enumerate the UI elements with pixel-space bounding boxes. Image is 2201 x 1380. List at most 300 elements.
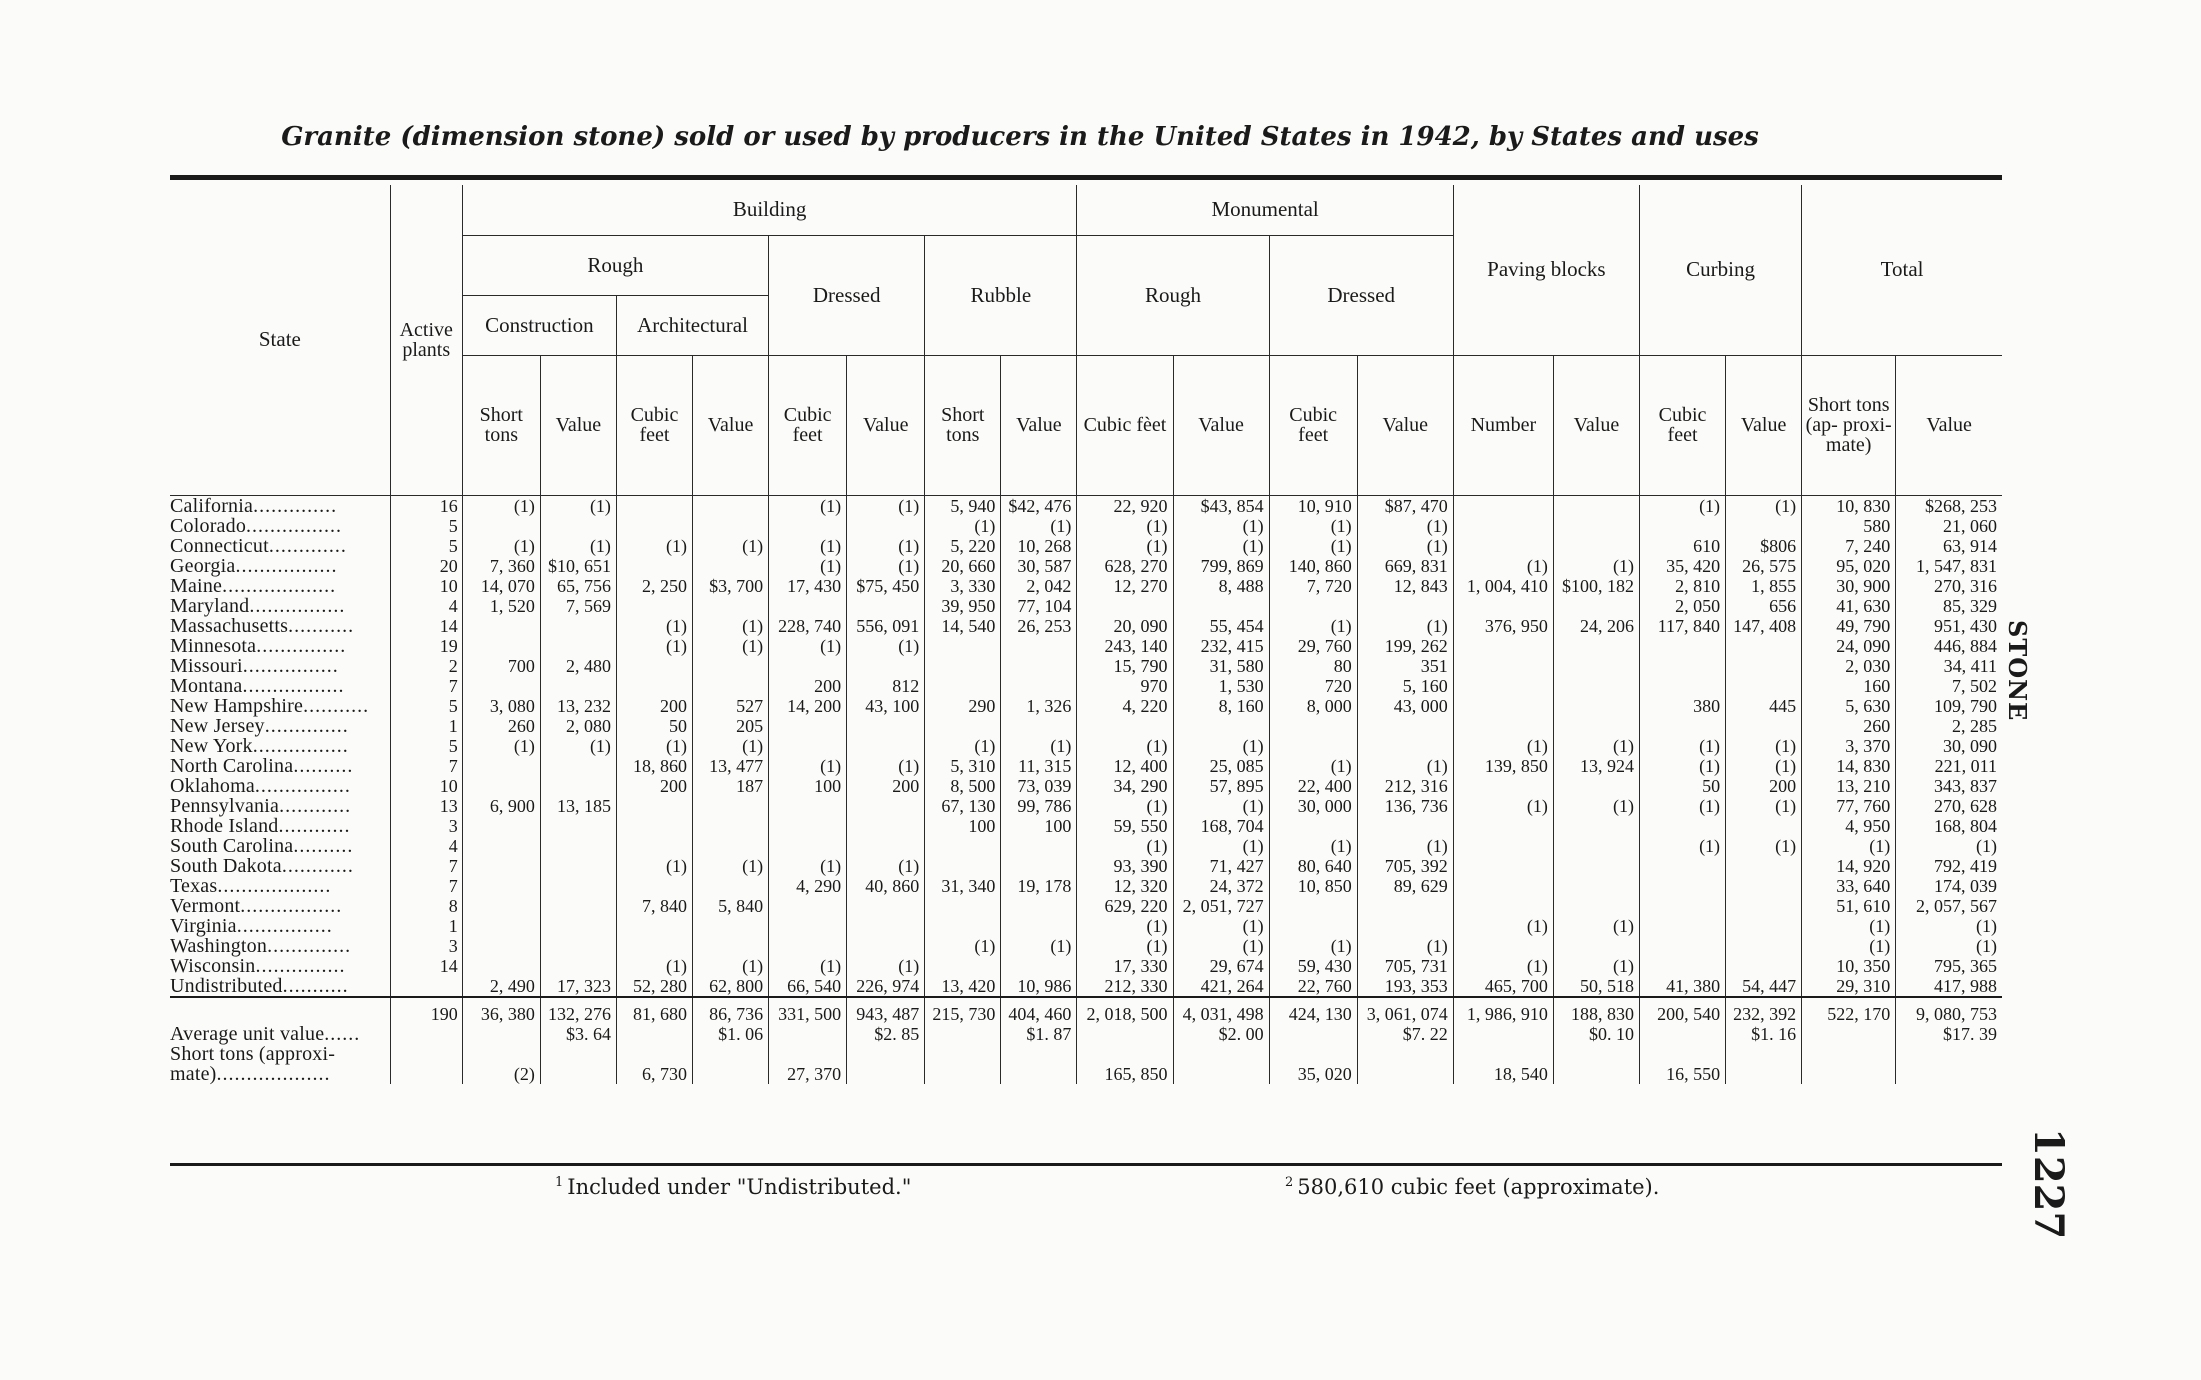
- value-cell: 80: [1269, 656, 1357, 676]
- value-cell: 57, 895: [1173, 776, 1269, 796]
- active-plants-cell: 5: [390, 516, 462, 536]
- value-cell: $1. 06: [693, 1024, 769, 1044]
- leader-dots: ...............: [256, 634, 347, 657]
- value-cell: 30, 900: [1802, 576, 1896, 596]
- value-cell: 700: [462, 656, 540, 676]
- table-row: [170, 636, 2002, 656]
- value-cell: (1): [1896, 836, 2002, 856]
- value-cell: (1): [1269, 616, 1357, 636]
- state-name-cell: Texas...................: [170, 874, 332, 897]
- value-cell: (1): [1001, 736, 1077, 756]
- value-cell: [769, 836, 847, 856]
- value-cell: [1077, 716, 1173, 736]
- value-cell: 10, 986: [1001, 976, 1077, 997]
- value-cell: [1553, 836, 1639, 856]
- value-cell: 7, 240: [1802, 536, 1896, 556]
- header-building: Building: [462, 185, 1077, 235]
- value-cell: [693, 676, 769, 696]
- value-cell: [1726, 656, 1802, 676]
- state-name-cell: New Hampshire...........: [170, 694, 370, 717]
- active-plants-cell: 7: [390, 676, 462, 696]
- value-cell: (1): [1553, 736, 1639, 756]
- value-cell: [1001, 716, 1077, 736]
- value-cell: $10, 651: [540, 556, 616, 576]
- value-cell: 260: [462, 716, 540, 736]
- value-cell: 232, 392: [1726, 997, 1802, 1024]
- value-cell: [1639, 676, 1725, 696]
- value-cell: 10, 268: [1001, 536, 1077, 556]
- value-cell: 205: [693, 716, 769, 736]
- header-active-plants: Active plants: [390, 185, 462, 495]
- value-cell: [1453, 836, 1553, 856]
- value-cell: 15, 790: [1077, 656, 1173, 676]
- value-cell: [925, 836, 1001, 856]
- value-cell: $87, 470: [1357, 495, 1453, 516]
- value-cell: $7. 22: [1357, 1024, 1453, 1044]
- value-cell: [1639, 956, 1725, 976]
- value-cell: [540, 816, 616, 836]
- leader-dots: ..............: [267, 934, 352, 957]
- value-cell: [769, 896, 847, 916]
- value-cell: $3. 64: [540, 1024, 616, 1044]
- value-cell: 140, 860: [1269, 556, 1357, 576]
- leader-dots: .................: [235, 554, 338, 577]
- value-cell: 792, 419: [1896, 856, 2002, 876]
- state-name-cell: New York................: [170, 734, 349, 757]
- value-cell: [1001, 1044, 1077, 1084]
- value-cell: 14, 540: [925, 616, 1001, 636]
- value-cell: 200: [1726, 776, 1802, 796]
- value-cell: 221, 011: [1896, 756, 2002, 776]
- state-name-cell: [170, 997, 390, 1024]
- value-cell: [925, 896, 1001, 916]
- state-name-cell: California..............: [170, 494, 338, 517]
- value-cell: 4, 950: [1802, 816, 1896, 836]
- value-cell: 73, 039: [1001, 776, 1077, 796]
- value-cell: 86, 736: [693, 997, 769, 1024]
- value-cell: 52, 280: [616, 976, 692, 997]
- value-cell: 200: [769, 676, 847, 696]
- value-cell: 22, 400: [1269, 776, 1357, 796]
- value-cell: [540, 1044, 616, 1084]
- value-cell: 200: [847, 776, 925, 796]
- value-cell: 17, 330: [1077, 956, 1173, 976]
- leader-dots: ..........: [293, 834, 354, 857]
- value-cell: 799, 869: [1173, 556, 1269, 576]
- value-cell: 26, 575: [1726, 556, 1802, 576]
- value-cell: 22, 920: [1077, 495, 1173, 516]
- value-cell: (1): [1453, 736, 1553, 756]
- value-cell: 29, 310: [1802, 976, 1896, 997]
- value-cell: [616, 936, 692, 956]
- value-cell: 2, 050: [1639, 596, 1725, 616]
- value-cell: 77, 104: [1001, 596, 1077, 616]
- value-cell: [1553, 776, 1639, 796]
- value-cell: [769, 596, 847, 616]
- value-cell: [1639, 936, 1725, 956]
- value-cell: 30, 587: [1001, 556, 1077, 576]
- value-cell: 270, 628: [1896, 796, 2002, 816]
- leader-dots: ...................: [222, 574, 337, 597]
- table-row: [170, 576, 2002, 596]
- value-cell: 226, 974: [847, 976, 925, 997]
- table-row: [170, 716, 2002, 736]
- value-cell: (1): [1896, 936, 2002, 956]
- unit-header: Value: [540, 355, 616, 495]
- value-cell: 132, 276: [540, 997, 616, 1024]
- value-cell: [1553, 1044, 1639, 1084]
- value-cell: [847, 716, 925, 736]
- value-cell: (1): [1077, 836, 1173, 856]
- value-cell: 3, 330: [925, 576, 1001, 596]
- value-cell: [1726, 916, 1802, 936]
- state-name-cell: Colorado................: [170, 514, 343, 537]
- value-cell: 404, 460: [1001, 997, 1077, 1024]
- active-plants-cell: 4: [390, 836, 462, 856]
- value-cell: (1): [1639, 756, 1725, 776]
- value-cell: 610: [1639, 536, 1725, 556]
- value-cell: $0. 10: [1553, 1024, 1639, 1044]
- header-mon-rough: Rough: [1077, 235, 1269, 355]
- value-cell: 200, 540: [1639, 997, 1725, 1024]
- value-cell: [847, 656, 925, 676]
- value-cell: [1639, 916, 1725, 936]
- value-cell: (1): [1077, 516, 1173, 536]
- value-cell: 14, 200: [769, 696, 847, 716]
- value-cell: [616, 495, 692, 516]
- value-cell: 43, 000: [1357, 696, 1453, 716]
- value-cell: 199, 262: [1357, 636, 1453, 656]
- value-cell: [693, 836, 769, 856]
- value-cell: 39, 950: [925, 596, 1001, 616]
- value-cell: [1639, 816, 1725, 836]
- value-cell: 376, 950: [1453, 616, 1553, 636]
- value-cell: 27, 370: [769, 1044, 847, 1084]
- value-cell: $17. 39: [1896, 1024, 2002, 1044]
- value-cell: (1): [1726, 836, 1802, 856]
- value-cell: 18, 540: [1453, 1044, 1553, 1084]
- value-cell: [925, 956, 1001, 976]
- value-cell: 5, 310: [925, 756, 1001, 776]
- value-cell: [1269, 716, 1357, 736]
- active-plants-cell: 1: [390, 716, 462, 736]
- value-cell: $100, 182: [1553, 576, 1639, 596]
- value-cell: (1): [1726, 495, 1802, 516]
- value-cell: 5, 220: [925, 536, 1001, 556]
- value-cell: 2, 057, 567: [1896, 896, 2002, 916]
- active-plants-cell: 5: [390, 736, 462, 756]
- value-cell: [1726, 856, 1802, 876]
- value-cell: [462, 756, 540, 776]
- value-cell: [616, 876, 692, 896]
- table-row: [170, 516, 2002, 536]
- leader-dots: ......: [324, 1022, 361, 1045]
- value-cell: 50: [616, 716, 692, 736]
- value-cell: (1): [1173, 536, 1269, 556]
- unit-header: Cubic feet: [769, 355, 847, 495]
- value-cell: (1): [1639, 836, 1725, 856]
- value-cell: 12, 843: [1357, 576, 1453, 596]
- value-cell: [1639, 516, 1725, 536]
- unit-header: Value: [1357, 355, 1453, 495]
- value-cell: [1001, 656, 1077, 676]
- value-cell: [462, 836, 540, 856]
- unit-header: Value: [1553, 355, 1639, 495]
- value-cell: $42, 476: [1001, 495, 1077, 516]
- value-cell: [616, 1024, 692, 1044]
- value-cell: [1357, 596, 1453, 616]
- value-cell: 331, 500: [769, 997, 847, 1024]
- value-cell: 3, 061, 074: [1357, 997, 1453, 1024]
- value-cell: (1): [540, 495, 616, 516]
- value-cell: (1): [1357, 536, 1453, 556]
- table-row: [170, 776, 2002, 796]
- footnote-1-mark: 1: [555, 1175, 564, 1190]
- value-cell: (1): [616, 956, 692, 976]
- active-plants-cell: 5: [390, 696, 462, 716]
- unit-header: Cubic fèet: [1077, 355, 1173, 495]
- value-cell: [1553, 936, 1639, 956]
- value-cell: [462, 896, 540, 916]
- active-plants-cell: 5: [390, 536, 462, 556]
- value-cell: [847, 596, 925, 616]
- value-cell: 2, 810: [1639, 576, 1725, 596]
- value-cell: 65, 756: [540, 576, 616, 596]
- value-cell: 59, 430: [1269, 956, 1357, 976]
- value-cell: (1): [1077, 736, 1173, 756]
- value-cell: [1726, 956, 1802, 976]
- value-cell: (1): [1553, 796, 1639, 816]
- value-cell: 6, 730: [616, 1044, 692, 1084]
- value-cell: [462, 816, 540, 836]
- table-row: [170, 536, 2002, 556]
- value-cell: [540, 676, 616, 696]
- value-cell: 29, 674: [1173, 956, 1269, 976]
- value-cell: 8, 500: [925, 776, 1001, 796]
- value-cell: 7, 502: [1896, 676, 2002, 696]
- value-cell: 63, 914: [1896, 536, 2002, 556]
- value-cell: (1): [1553, 956, 1639, 976]
- value-cell: 1, 326: [1001, 696, 1077, 716]
- state-name-cell: Washington..............: [170, 934, 352, 957]
- value-cell: [616, 656, 692, 676]
- leader-dots: ...................: [216, 1062, 331, 1085]
- leader-dots: ...........: [282, 974, 349, 997]
- value-cell: [540, 776, 616, 796]
- value-cell: (1): [616, 636, 692, 656]
- unit-header: Cubic feet: [616, 355, 692, 495]
- table-row: [170, 676, 2002, 696]
- value-cell: [1269, 1024, 1357, 1044]
- value-cell: [1553, 716, 1639, 736]
- unit-header: Short tons (ap- proxi- mate): [1802, 355, 1896, 495]
- value-cell: 970: [1077, 676, 1173, 696]
- value-cell: 160: [1802, 676, 1896, 696]
- value-cell: (1): [1357, 616, 1453, 636]
- value-cell: 36, 380: [462, 997, 540, 1024]
- value-cell: 85, 329: [1896, 596, 2002, 616]
- state-name-cell: Maine...................: [170, 574, 337, 597]
- value-cell: [1453, 896, 1553, 916]
- leader-dots: ................: [249, 594, 346, 617]
- footnote-1-text: Included under "Undistributed.": [567, 1175, 912, 1199]
- value-cell: [1453, 936, 1553, 956]
- header-rubble: Rubble: [925, 235, 1077, 355]
- value-cell: [616, 556, 692, 576]
- state-name-cell: Rhode Island............: [170, 814, 351, 837]
- value-cell: 343, 837: [1896, 776, 2002, 796]
- active-plants-cell: 10: [390, 776, 462, 796]
- value-cell: 8, 160: [1173, 696, 1269, 716]
- value-cell: 10, 850: [1269, 876, 1357, 896]
- value-cell: 43, 100: [847, 696, 925, 716]
- value-cell: 351: [1357, 656, 1453, 676]
- value-cell: [1357, 736, 1453, 756]
- value-cell: 951, 430: [1896, 616, 2002, 636]
- footnote-1: [555, 1175, 911, 1199]
- unit-header: Value: [1896, 355, 2002, 495]
- value-cell: [1553, 676, 1639, 696]
- value-cell: [1639, 656, 1725, 676]
- value-cell: (1): [1453, 956, 1553, 976]
- value-cell: [616, 916, 692, 936]
- value-cell: $1. 87: [1001, 1024, 1077, 1044]
- value-cell: (1): [1269, 836, 1357, 856]
- value-cell: 4, 290: [769, 876, 847, 896]
- value-cell: 13, 924: [1553, 756, 1639, 776]
- value-cell: [462, 776, 540, 796]
- value-cell: 556, 091: [847, 616, 925, 636]
- value-cell: 8, 000: [1269, 696, 1357, 716]
- value-cell: [769, 656, 847, 676]
- value-cell: [462, 616, 540, 636]
- top-rule: [170, 175, 2002, 180]
- value-cell: 30, 090: [1896, 736, 2002, 756]
- value-cell: 5, 630: [1802, 696, 1896, 716]
- active-plants-cell: 14: [390, 956, 462, 976]
- value-cell: (1): [1077, 796, 1173, 816]
- value-cell: (1): [925, 516, 1001, 536]
- value-cell: $2. 00: [1173, 1024, 1269, 1044]
- active-plants-cell: 4: [390, 596, 462, 616]
- value-cell: [1357, 716, 1453, 736]
- value-cell: [1896, 1044, 2002, 1084]
- value-cell: 1, 520: [462, 596, 540, 616]
- page-number: 1227: [2025, 1128, 2072, 1240]
- value-cell: [1726, 516, 1802, 536]
- value-cell: (1): [769, 495, 847, 516]
- header-rough: Rough: [462, 235, 768, 295]
- value-cell: (1): [769, 956, 847, 976]
- value-cell: [769, 716, 847, 736]
- value-cell: (1): [1726, 796, 1802, 816]
- page-title: Granite (dimension stone) sold or used by producers in the United States in 1942, by States and uses: [281, 122, 1759, 152]
- value-cell: 24, 372: [1173, 876, 1269, 896]
- active-plants-cell: 7: [390, 856, 462, 876]
- value-cell: [1173, 716, 1269, 736]
- footnote-2: [1285, 1175, 1659, 1199]
- value-cell: [693, 796, 769, 816]
- value-cell: [1453, 776, 1553, 796]
- value-cell: (1): [769, 556, 847, 576]
- value-cell: (1): [1639, 796, 1725, 816]
- value-cell: 380: [1639, 696, 1725, 716]
- active-plants-cell: 13: [390, 796, 462, 816]
- value-cell: 2, 250: [616, 576, 692, 596]
- value-cell: [847, 836, 925, 856]
- value-cell: [925, 676, 1001, 696]
- value-cell: [847, 916, 925, 936]
- value-cell: 13, 232: [540, 696, 616, 716]
- value-cell: 3, 080: [462, 696, 540, 716]
- active-plants-cell: 7: [390, 756, 462, 776]
- value-cell: 35, 020: [1269, 1044, 1357, 1084]
- value-cell: 232, 415: [1173, 636, 1269, 656]
- value-cell: 7, 720: [1269, 576, 1357, 596]
- value-cell: [1553, 495, 1639, 516]
- value-cell: (1): [1553, 556, 1639, 576]
- value-cell: [1453, 516, 1553, 536]
- leader-dots: ................: [254, 774, 351, 797]
- value-cell: (1): [616, 536, 692, 556]
- value-cell: (1): [1357, 936, 1453, 956]
- value-cell: 54, 447: [1726, 976, 1802, 997]
- value-cell: 628, 270: [1077, 556, 1173, 576]
- value-cell: 21, 060: [1896, 516, 2002, 536]
- unit-header: Cubic feet: [1639, 355, 1725, 495]
- state-name-cell: Average unit value......: [170, 1022, 361, 1045]
- value-cell: (1): [925, 736, 1001, 756]
- leader-dots: .............: [268, 534, 347, 557]
- value-cell: [1269, 916, 1357, 936]
- value-cell: (1): [693, 856, 769, 876]
- value-cell: $2. 85: [847, 1024, 925, 1044]
- table-row: [170, 696, 2002, 716]
- value-cell: 527: [693, 696, 769, 716]
- value-cell: 2, 490: [462, 976, 540, 997]
- value-cell: (1): [693, 736, 769, 756]
- unit-header: Value: [847, 355, 925, 495]
- value-cell: [1453, 876, 1553, 896]
- value-cell: 49, 790: [1802, 616, 1896, 636]
- value-cell: [540, 876, 616, 896]
- value-cell: 445: [1726, 696, 1802, 716]
- value-cell: 25, 085: [1173, 756, 1269, 776]
- value-cell: 34, 290: [1077, 776, 1173, 796]
- value-cell: [925, 716, 1001, 736]
- value-cell: 29, 760: [1269, 636, 1357, 656]
- leader-dots: ................: [246, 514, 343, 537]
- value-cell: [616, 816, 692, 836]
- value-cell: [769, 736, 847, 756]
- value-cell: [1453, 716, 1553, 736]
- active-plants-cell: 7: [390, 876, 462, 896]
- value-cell: 13, 210: [1802, 776, 1896, 796]
- value-cell: (1): [1726, 756, 1802, 776]
- value-cell: [1453, 1024, 1553, 1044]
- table-row: [170, 616, 2002, 636]
- value-cell: [1802, 1024, 1896, 1044]
- value-cell: 5, 160: [1357, 676, 1453, 696]
- state-name-cell: Pennsylvania............: [170, 794, 352, 817]
- value-cell: [540, 896, 616, 916]
- value-cell: 67, 130: [925, 796, 1001, 816]
- state-name-cell: Montana.................: [170, 674, 345, 697]
- leader-dots: ...........: [288, 614, 355, 637]
- value-cell: 212, 330: [1077, 976, 1173, 997]
- value-cell: (1): [462, 495, 540, 516]
- value-cell: 13, 420: [925, 976, 1001, 997]
